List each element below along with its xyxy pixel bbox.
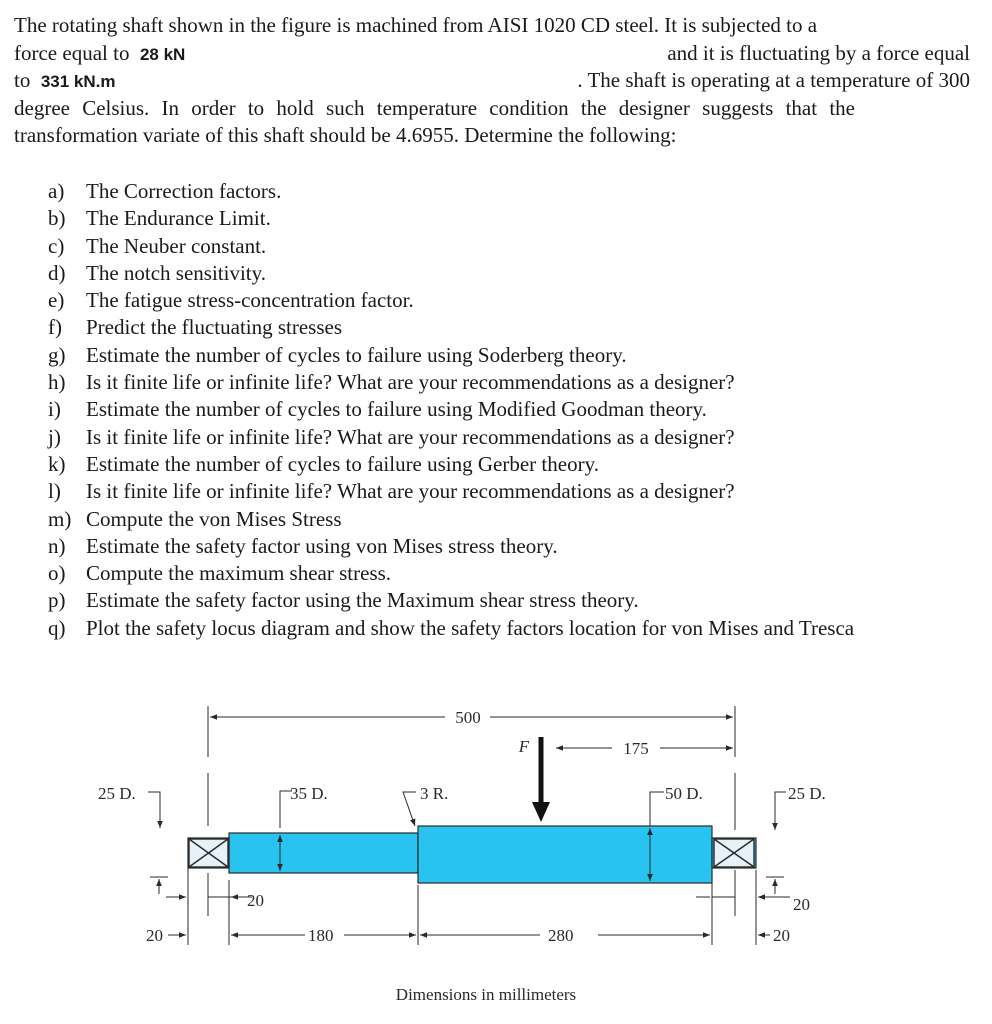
question-letter: j) [48, 424, 61, 449]
right-bearing [714, 839, 754, 867]
question-text: Compute the von Mises Stress [86, 506, 342, 531]
question-text: Estimate the number of cycles to failure using Soderberg theory. [86, 342, 627, 367]
label-35d-text: 35 D. [290, 784, 328, 803]
problem-statement [14, 12, 970, 150]
label-3r [403, 784, 448, 826]
question-letter: e) [48, 288, 65, 313]
question-text: Estimate the safety factor using von Mises stress theory. [86, 533, 558, 558]
dimension-500-label: 500 [455, 708, 481, 727]
question-text: The notch sensitivity. [86, 260, 267, 285]
question-letter: a) [48, 179, 65, 203]
label-25d-right: 25 D. [788, 784, 826, 803]
question-letter: g) [48, 342, 66, 367]
question-letter: c) [48, 233, 65, 258]
question-text: The Correction factors. [86, 179, 282, 203]
question-text: The Endurance Limit. [86, 206, 271, 231]
dimension-20-a-label: 20 [247, 891, 264, 910]
question-text: The Neuber constant. [86, 233, 267, 258]
moment-value: 331 kN.m [40, 72, 116, 91]
question-text: Is it finite life or infinite life? What are your recommendations as a designer? [86, 479, 735, 504]
question-text: Is it finite life or infinite life? What are your recommendations as a designer? [86, 424, 735, 449]
question-item [48, 396, 854, 423]
question-item [48, 342, 854, 369]
problem-line-4-text: degree Celsius. In order to hold such temperature condition the designer suggests that the [14, 95, 855, 120]
label-25d-left: 25 D. [98, 784, 136, 803]
question-item [48, 587, 854, 614]
question-letter: m) [48, 506, 72, 531]
question-text: Plot the safety locus diagram and show the safety factors location for von Mises and Tresca [86, 615, 855, 640]
question-text: Is it finite life or infinite life? What are your recommendations as a designer? [86, 370, 735, 395]
question-letter: i) [48, 397, 61, 422]
problem-line-3 [14, 67, 970, 95]
question-text: Estimate the number of cycles to failure using Modified Goodman theory. [86, 397, 707, 422]
question-item [48, 178, 854, 205]
question-letter: l) [48, 479, 61, 504]
question-text: Predict the fluctuating stresses [86, 315, 343, 340]
shaft-section-35 [229, 833, 418, 873]
question-item [48, 205, 854, 232]
question-letter: o) [48, 561, 66, 586]
question-letter: h) [48, 370, 66, 395]
question-text: Estimate the number of cycles to failure using Gerber theory. [86, 451, 599, 476]
force-value: 28 kN [139, 44, 186, 64]
question-item [48, 260, 854, 287]
question-text: Estimate the safety factor using the Maximum shear stress theory. [86, 588, 639, 613]
dimension-500 [210, 708, 733, 727]
question-item [48, 560, 854, 587]
question-item [48, 233, 854, 260]
question-letter: f) [48, 315, 62, 340]
shaft-section-50 [418, 826, 712, 883]
question-item [48, 314, 854, 341]
label-50d [650, 784, 703, 826]
left-bearing [189, 839, 228, 867]
label-left-bearing-diameter [98, 784, 168, 894]
question-letter: p) [48, 588, 66, 613]
label-25d-right-group [766, 784, 826, 894]
force-label: F [518, 737, 530, 756]
question-item [48, 615, 854, 642]
problem-line-3-tail: . The shaft is operating at a temperature of 300 [577, 68, 970, 92]
shaft-figure [0, 690, 992, 1024]
question-letter: k) [48, 451, 66, 476]
dimension-180-label: 180 [308, 926, 334, 945]
problem-line-3-lead: to [14, 68, 31, 92]
question-item [48, 506, 854, 533]
question-text: The fatigue stress-concentration factor. [86, 288, 414, 313]
question-item [48, 369, 854, 396]
question-item [48, 533, 854, 560]
problem-line-5-text: transformation variate of this shaft should be 4.6955. Determine the following: [14, 123, 677, 147]
dimension-280-label: 280 [548, 926, 574, 945]
question-item [48, 478, 854, 505]
question-text: Compute the maximum shear stress. [86, 561, 392, 586]
problem-line-2-tail: and it is fluctuating by a force equal [667, 40, 970, 65]
dimension-20-c-label: 20 [793, 895, 810, 914]
dimension-175-label: 175 [623, 739, 649, 758]
problem-line-1-text: The rotating shaft shown in the figure is machined from AISI 1020 CD steel. It is subjected to a [14, 13, 818, 37]
force-arrow [518, 737, 550, 822]
question-letter: n) [48, 533, 66, 558]
problem-line-2-lead: force equal to [14, 40, 130, 65]
label-50d-text: 50 D. [665, 784, 703, 803]
problem-line-5 [14, 122, 970, 150]
figure-caption: Dimensions in millimeters [395, 985, 577, 1004]
label-3r-text: 3 R. [420, 784, 449, 803]
dimension-20-d-label: 20 [773, 926, 790, 945]
problem-line-1 [14, 12, 970, 40]
question-item [48, 287, 854, 314]
question-letter: q) [48, 615, 66, 640]
problem-line-2 [14, 40, 970, 68]
question-letter: b) [48, 206, 66, 231]
question-letter: d) [48, 260, 66, 285]
question-list [48, 178, 854, 642]
dimension-20-b-label: 20 [146, 926, 163, 945]
problem-line-4 [14, 95, 970, 123]
question-item [48, 451, 854, 478]
dimension-175 [556, 739, 733, 758]
shaft-body [188, 826, 756, 883]
question-item [48, 424, 854, 451]
label-35d [280, 784, 328, 828]
